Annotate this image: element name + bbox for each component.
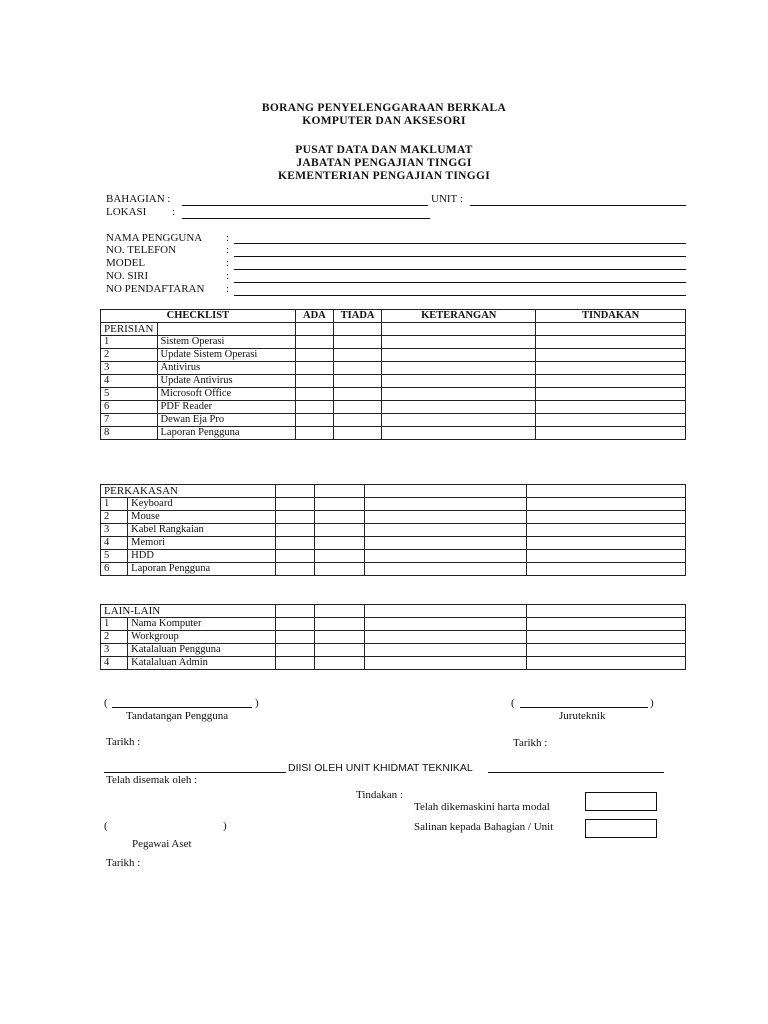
ada-cell[interactable] <box>295 375 333 388</box>
keterangan-cell[interactable] <box>382 336 536 349</box>
row-number: 7 <box>101 414 158 427</box>
row-label: Memori <box>128 537 276 550</box>
row-label: Katalaluan Admin <box>128 657 276 670</box>
keterangan-cell[interactable] <box>382 375 536 388</box>
tindakan-cell[interactable] <box>526 563 685 576</box>
keterangan-cell[interactable] <box>364 618 526 631</box>
tiada-cell[interactable] <box>333 388 381 401</box>
keterangan-cell[interactable] <box>382 401 536 414</box>
keterangan-cell[interactable] <box>382 388 536 401</box>
org-name-1: PUSAT DATA DAN MAKLUMAT <box>295 144 473 156</box>
no-siri-field[interactable] <box>234 282 686 283</box>
no-telefon-label: NO. TELEFON <box>106 244 177 256</box>
row-label: Keyboard <box>128 498 276 511</box>
row-label: Kabel Rangkaian <box>128 524 276 537</box>
table-row <box>101 414 686 427</box>
row-label: Workgroup <box>128 631 276 644</box>
model-label: MODEL <box>106 257 146 269</box>
form-title: BORANG PENYELENGGARAAN BERKALA <box>261 102 507 114</box>
table-row <box>101 550 686 563</box>
tindakan-cell[interactable] <box>536 388 686 401</box>
harta-modal-checkbox[interactable] <box>585 792 657 811</box>
table-row <box>101 563 686 576</box>
tiada-cell[interactable] <box>315 563 364 576</box>
tindakan-header: TINDAKAN <box>536 310 686 323</box>
keterangan-cell[interactable] <box>382 414 536 427</box>
perkakasan-table <box>100 484 686 576</box>
no-pendaftaran-field[interactable] <box>234 295 686 296</box>
no-siri-label: NO. SIRI <box>106 270 149 282</box>
org-name-3: KEMENTERIAN PENGAJIAN TINGGI <box>277 170 491 182</box>
table-row <box>101 375 686 388</box>
row-number: 4 <box>101 657 128 670</box>
row-label: HDD <box>128 550 276 563</box>
row-number: 6 <box>101 401 158 414</box>
tindakan-cell[interactable] <box>536 349 686 362</box>
ada-cell[interactable] <box>295 362 333 375</box>
checklist-header: CHECKLIST <box>101 310 296 323</box>
keterangan-header: KETERANGAN <box>382 310 536 323</box>
user-sign-paren-close: ) <box>255 697 259 709</box>
ada-cell[interactable] <box>295 401 333 414</box>
table-row <box>101 349 686 362</box>
tiada-cell[interactable] <box>315 657 364 670</box>
row-number: 6 <box>101 563 128 576</box>
perisian-section-title: PERISIAN <box>101 323 158 336</box>
perisian-table <box>100 309 686 440</box>
tiada-header: TIADA <box>333 310 381 323</box>
unit-field[interactable] <box>470 205 686 206</box>
ada-cell[interactable] <box>276 631 315 644</box>
tindakan-cell[interactable] <box>536 414 686 427</box>
row-number: 3 <box>101 524 128 537</box>
row-number: 5 <box>101 550 128 563</box>
tindakan-cell[interactable] <box>526 537 685 550</box>
tindakan-cell[interactable] <box>526 524 685 537</box>
table-row <box>101 524 686 537</box>
tindakan-cell[interactable] <box>526 657 685 670</box>
lokasi-field[interactable] <box>182 218 430 219</box>
table-row <box>101 631 686 644</box>
tindakan-cell[interactable] <box>526 511 685 524</box>
form-subtitle: KOMPUTER DAN AKSESORI <box>302 115 466 127</box>
row-number: 4 <box>101 375 158 388</box>
tech-sign-paren-open: ( <box>511 697 515 709</box>
ada-header: ADA <box>295 310 333 323</box>
ada-cell[interactable] <box>276 644 315 657</box>
table-row <box>101 618 686 631</box>
row-number: 4 <box>101 537 128 550</box>
ada-cell[interactable] <box>276 618 315 631</box>
ada-cell[interactable] <box>276 657 315 670</box>
keterangan-cell[interactable] <box>364 524 526 537</box>
tindakan-cell[interactable] <box>526 631 685 644</box>
bahagian-field[interactable] <box>182 205 428 206</box>
row-number: 5 <box>101 388 158 401</box>
tandatangan-pengguna-label: Tandatangan Pengguna <box>126 710 229 722</box>
keterangan-cell[interactable] <box>364 537 526 550</box>
no-pendaftaran-label: NO PENDAFTARAN <box>106 283 205 295</box>
no-telefon-field[interactable] <box>234 256 686 257</box>
row-label: PDF Reader <box>157 401 295 414</box>
nama-pengguna-label: NAMA PENGGUNA <box>106 232 203 244</box>
model-colon: : <box>226 257 230 269</box>
pegawai-tarikh-label: Tarikh : <box>106 857 141 869</box>
tiada-cell[interactable] <box>333 414 381 427</box>
row-label: Update Antivirus <box>157 375 295 388</box>
user-sign-paren-open: ( <box>104 697 108 709</box>
nama-pengguna-field[interactable] <box>234 243 686 244</box>
tindakan-cell[interactable] <box>526 498 685 511</box>
salinan-checkbox[interactable] <box>585 819 657 838</box>
diisi-oleh-label: DIISI OLEH UNIT KHIDMAT TEKNIKAL <box>288 762 473 774</box>
row-number: 3 <box>101 644 128 657</box>
ada-cell[interactable] <box>295 336 333 349</box>
row-number: 2 <box>101 349 158 362</box>
table-row <box>101 537 686 550</box>
lokasi-label: LOKASI <box>106 206 147 218</box>
keterangan-cell[interactable] <box>364 644 526 657</box>
row-number: 2 <box>101 631 128 644</box>
pegawai-paren-close: ) <box>223 820 227 832</box>
diisi-line-left <box>104 772 286 773</box>
tiada-cell[interactable] <box>333 427 381 440</box>
tindakan-cell[interactable] <box>526 550 685 563</box>
keterangan-cell[interactable] <box>364 550 526 563</box>
row-label: Antivirus <box>157 362 295 375</box>
pegawai-aset-label: Pegawai Aset <box>132 838 192 850</box>
ada-cell[interactable] <box>295 414 333 427</box>
tech-signature-line[interactable] <box>520 707 648 708</box>
keterangan-cell[interactable] <box>364 563 526 576</box>
tindakan-cell[interactable] <box>536 427 686 440</box>
row-label: Katalaluan Pengguna <box>128 644 276 657</box>
option-salinan-label: Salinan kepada Bahagian / Unit <box>414 821 554 833</box>
ada-cell[interactable] <box>295 427 333 440</box>
row-number: 3 <box>101 362 158 375</box>
table-row <box>101 336 686 349</box>
bahagian-label: BAHAGIAN : <box>106 193 171 205</box>
tiada-cell[interactable] <box>333 401 381 414</box>
pegawai-paren-open: ( <box>104 820 108 832</box>
tiada-cell[interactable] <box>333 349 381 362</box>
option-harta-modal-label: Telah dikemaskini harta modal <box>414 801 550 813</box>
lain-lain-section-title: LAIN-LAIN <box>101 605 276 618</box>
row-label: Sistem Operasi <box>157 336 295 349</box>
row-label: Laporan Pengguna <box>157 427 295 440</box>
tiada-cell[interactable] <box>315 537 364 550</box>
row-label: Dewan Eja Pro <box>157 414 295 427</box>
user-signature-line[interactable] <box>112 707 252 708</box>
ada-cell[interactable] <box>276 511 315 524</box>
table-row <box>101 644 686 657</box>
row-number: 2 <box>101 511 128 524</box>
tindakan-cell[interactable] <box>526 644 685 657</box>
unit-label: UNIT : <box>431 193 463 205</box>
keterangan-cell[interactable] <box>382 362 536 375</box>
model-field[interactable] <box>234 269 686 270</box>
keterangan-cell[interactable] <box>382 349 536 362</box>
tindakan-cell[interactable] <box>536 401 686 414</box>
lokasi-colon: : <box>172 206 176 218</box>
ada-cell[interactable] <box>295 349 333 362</box>
perkakasan-section-title: PERKAKASAN <box>101 485 276 498</box>
row-number: 1 <box>101 336 158 349</box>
tindakan-label: Tindakan : <box>356 789 403 801</box>
row-label: Update Sistem Operasi <box>157 349 295 362</box>
keterangan-cell[interactable] <box>382 427 536 440</box>
tindakan-cell[interactable] <box>536 375 686 388</box>
ada-cell[interactable] <box>276 524 315 537</box>
tiada-cell[interactable] <box>315 631 364 644</box>
keterangan-cell[interactable] <box>364 511 526 524</box>
table-row <box>101 427 686 440</box>
table-row <box>101 657 686 670</box>
lain-lain-table <box>100 604 686 670</box>
keterangan-cell[interactable] <box>364 498 526 511</box>
row-number: 8 <box>101 427 158 440</box>
keterangan-cell[interactable] <box>364 657 526 670</box>
juruteknik-label: Juruteknik <box>559 710 606 722</box>
ada-cell[interactable] <box>276 563 315 576</box>
row-label: Laporan Pengguna <box>128 563 276 576</box>
no-telefon-colon: : <box>226 244 230 256</box>
table-row <box>101 511 686 524</box>
row-label: Nama Komputer <box>128 618 276 631</box>
user-tarikh-label: Tarikh : <box>106 736 141 748</box>
row-label: Mouse <box>128 511 276 524</box>
ada-cell[interactable] <box>276 537 315 550</box>
ada-cell[interactable] <box>276 550 315 563</box>
no-pendaftaran-colon: : <box>226 283 230 295</box>
table-row <box>101 388 686 401</box>
tiada-cell[interactable] <box>333 336 381 349</box>
nama-pengguna-colon: : <box>226 232 230 244</box>
keterangan-cell[interactable] <box>364 631 526 644</box>
row-number: 1 <box>101 618 128 631</box>
tech-tarikh-label: Tarikh : <box>513 737 548 749</box>
table-row <box>101 401 686 414</box>
table-row <box>101 362 686 375</box>
tiada-cell[interactable] <box>315 618 364 631</box>
tindakan-cell[interactable] <box>536 336 686 349</box>
tiada-cell[interactable] <box>315 644 364 657</box>
row-number: 1 <box>101 498 128 511</box>
tech-sign-paren-close: ) <box>650 697 654 709</box>
table-row <box>101 498 686 511</box>
row-label: Microsoft Office <box>157 388 295 401</box>
no-siri-colon: : <box>226 270 230 282</box>
org-name-2: JABATAN PENGAJIAN TINGGI <box>296 157 472 169</box>
tiada-cell[interactable] <box>315 511 364 524</box>
ada-cell[interactable] <box>295 388 333 401</box>
tiada-cell[interactable] <box>315 498 364 511</box>
tindakan-cell[interactable] <box>536 362 686 375</box>
tiada-cell[interactable] <box>333 375 381 388</box>
ada-cell[interactable] <box>276 498 315 511</box>
tiada-cell[interactable] <box>333 362 381 375</box>
tiada-cell[interactable] <box>315 524 364 537</box>
tiada-cell[interactable] <box>315 550 364 563</box>
disemak-label: Telah disemak oleh : <box>106 774 198 786</box>
tindakan-cell[interactable] <box>526 618 685 631</box>
diisi-line-right <box>488 772 664 773</box>
